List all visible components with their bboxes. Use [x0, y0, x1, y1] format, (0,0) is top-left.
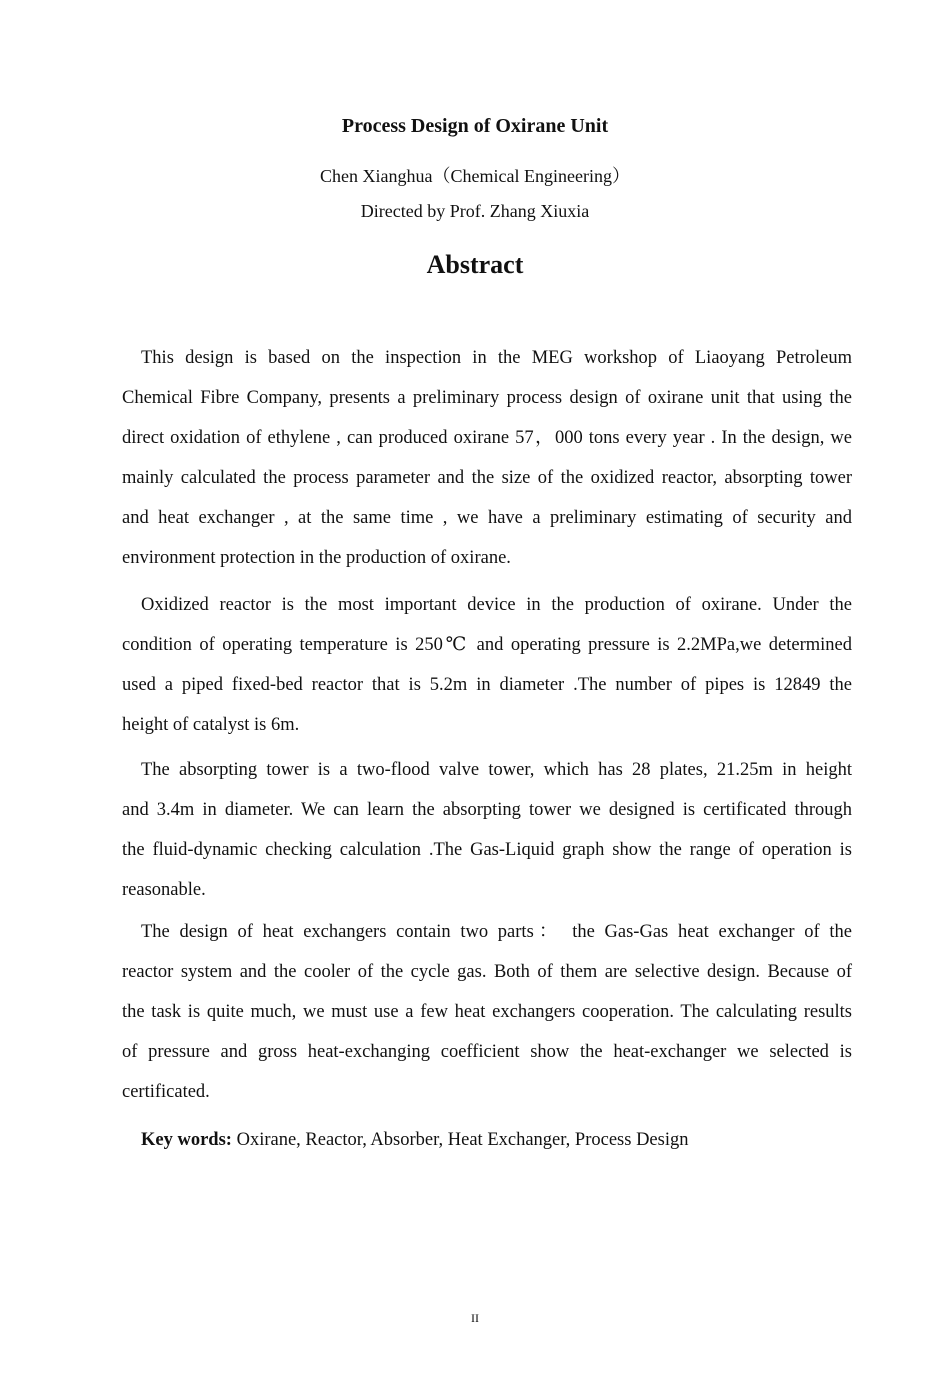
paragraph-line: and 3.4m in diameter. We can learn the absorpting tower we designed is certificated through: [122, 800, 852, 820]
paragraph-line: of pressure and gross heat-exchanging coefficient show the heat-exchanger we selected is: [122, 1042, 852, 1062]
paragraph-line: The absorpting tower is a two-flood valve tower, which has 28 plates, 21.25m in height: [141, 760, 852, 780]
paragraph-line: certificated.: [122, 1082, 210, 1102]
paragraph: [122, 750, 852, 910]
paragraph-line: and heat exchanger , at the same time , we have a preliminary estimating of security and: [122, 508, 852, 528]
paragraph: [122, 912, 852, 1112]
paragraph-line: height of catalyst is 6m.: [122, 715, 300, 735]
paragraph-line: This design is based on the inspection in the MEG workshop of Liaoyang Petroleum: [141, 348, 852, 368]
paragraph-line: mainly calculated the process parameter and the size of the oxidized reactor, absorpting tower: [122, 468, 852, 488]
page-number: II: [471, 1311, 479, 1325]
paragraph: [122, 338, 852, 578]
paragraph-line: the task is quite much, we must use a few heat exchangers cooperation. The calculating results: [122, 1002, 852, 1022]
author-line: Chen Xianghua（Chemical Engineering）: [320, 166, 630, 186]
keywords-value: Oxirane, Reactor, Absorber, Heat Exchanger, Process Design: [231, 1130, 689, 1150]
paragraph-line: Chemical Fibre Company, presents a preliminary process design of oxirane unit that using the: [122, 388, 852, 408]
paragraph-line: Oxidized reactor is the most important device in the production of oxirane. Under the: [141, 595, 852, 615]
paragraph-line: direct oxidation of ethylene , can produced oxirane 57，000 tons every year . In the design, we: [122, 428, 852, 448]
keywords: [141, 1120, 688, 1160]
advisor-line: Directed by Prof. Zhang Xiuxia: [360, 201, 590, 221]
paragraph-line: the fluid-dynamic checking calculation .The Gas-Liquid graph show the range of operation is: [122, 840, 852, 860]
paragraph-line: condition of operating temperature is 250℃ and operating pressure is 2.2MPa,we determined: [122, 635, 852, 655]
paragraph-line: reactor system and the cooler of the cycle gas. Both of them are selective design. Because of: [122, 962, 852, 982]
paragraph-line: used a piped fixed-bed reactor that is 5.2m in diameter .The number of pipes is 12849 the: [122, 675, 852, 695]
keywords-label: Key words:: [141, 1130, 232, 1150]
abstract-heading: Abstract: [426, 250, 524, 279]
paragraph-line: The design of heat exchangers contain two parts： the Gas-Gas heat exchanger of the: [141, 922, 852, 942]
document-title: Process Design of Oxirane Unit: [341, 115, 609, 137]
paragraph: [122, 585, 852, 745]
paragraph-line: environment protection in the production of oxirane.: [122, 548, 511, 568]
paragraph-line: reasonable.: [122, 880, 206, 900]
